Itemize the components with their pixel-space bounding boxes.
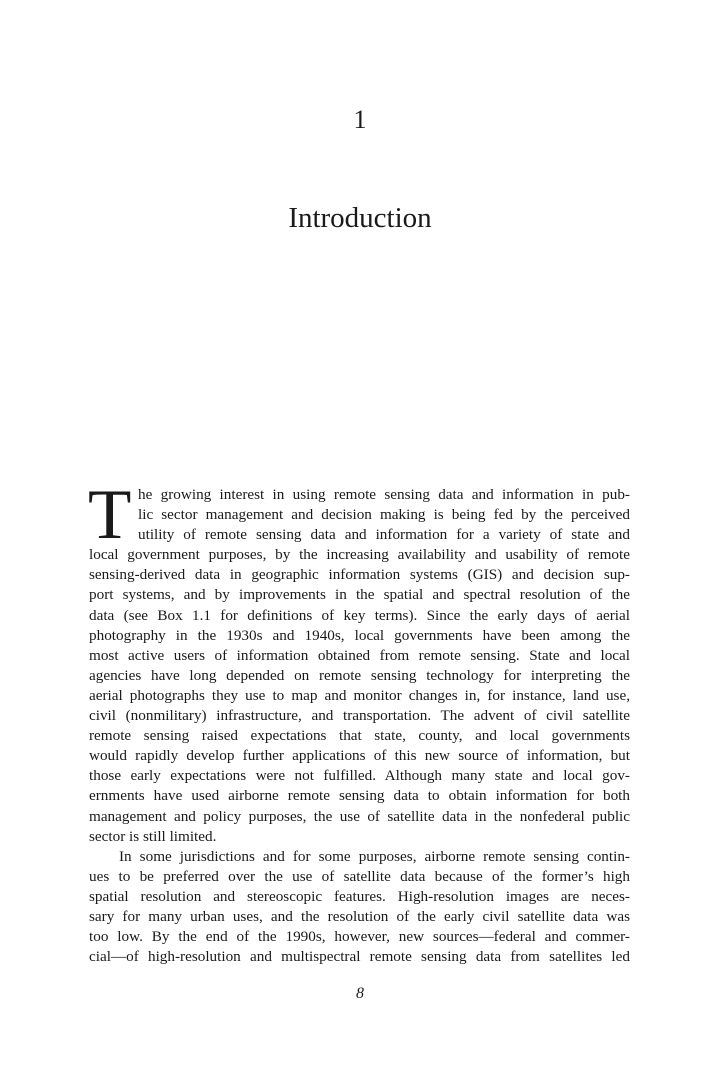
text-line: cial—of high-resolution and multispectral remote sensing data from satellites led [89, 948, 630, 966]
text-line: sector is still limited. [89, 827, 217, 845]
text-line: he growing interest in using remote sensing data and information in pub- [138, 486, 630, 503]
text-line: ernments have used airborne remote sensing data to obtain information for both [89, 787, 630, 805]
text-line: sensing-derived data in geographic information systems (GIS) and decision sup- [89, 566, 630, 584]
text-line: photography in the 1930s and 1940s, local governments have been among the [89, 626, 630, 644]
paragraph-1 [89, 485, 630, 847]
page-number: 8 [356, 985, 364, 1002]
text-line: data (see Box 1.1 for definitions of key terms). Since the early days of aerial [89, 606, 630, 624]
chapter-number: 1 [353, 105, 367, 134]
text-line: those early expectations were not fulfilled. Although many state and local gov- [89, 767, 630, 785]
text-line: would rapidly develop further applications of this new source of information, but [89, 747, 630, 765]
text-line: local government purposes, by the increasing availability and usability of remote [89, 546, 630, 564]
text-line: aerial photographs they use to map and monitor changes in, for instance, land use, [89, 686, 630, 704]
drop-cap: T [88, 476, 132, 554]
text-line: agencies have long depended on remote sensing technology for interpreting the [89, 666, 630, 684]
text-line: spatial resolution and stereoscopic features. High-resolution images are neces- [89, 887, 630, 905]
text-line: remote sensing raised expectations that state, county, and local governments [89, 727, 630, 745]
text-line: port systems, and by improvements in the spatial and spectral resolution of the [89, 586, 630, 604]
chapter-title: Introduction [288, 202, 432, 234]
body-text [88, 476, 630, 967]
text-line: most active users of information obtained from remote sensing. State and local [89, 646, 630, 664]
text-line: too low. By the end of the 1990s, however, new sources—federal and commer- [89, 928, 630, 946]
text-line: ues to be preferred over the use of satellite data because of the former’s high [89, 867, 630, 885]
text-line: lic sector management and decision making is being fed by the perceived [138, 506, 630, 524]
text-line: sary for many urban uses, and the resolution of the early civil satellite data was [89, 907, 630, 925]
text-line: management and policy purposes, the use of satellite data in the nonfederal public [89, 807, 630, 825]
text-line: civil (nonmilitary) infrastructure, and transportation. The advent of civil satellite [89, 707, 630, 725]
text-line: In some jurisdictions and for some purposes, airborne remote sensing contin- [119, 847, 630, 865]
text-line: utility of remote sensing data and information for a variety of state and [138, 526, 630, 544]
paragraph-2 [89, 847, 630, 968]
